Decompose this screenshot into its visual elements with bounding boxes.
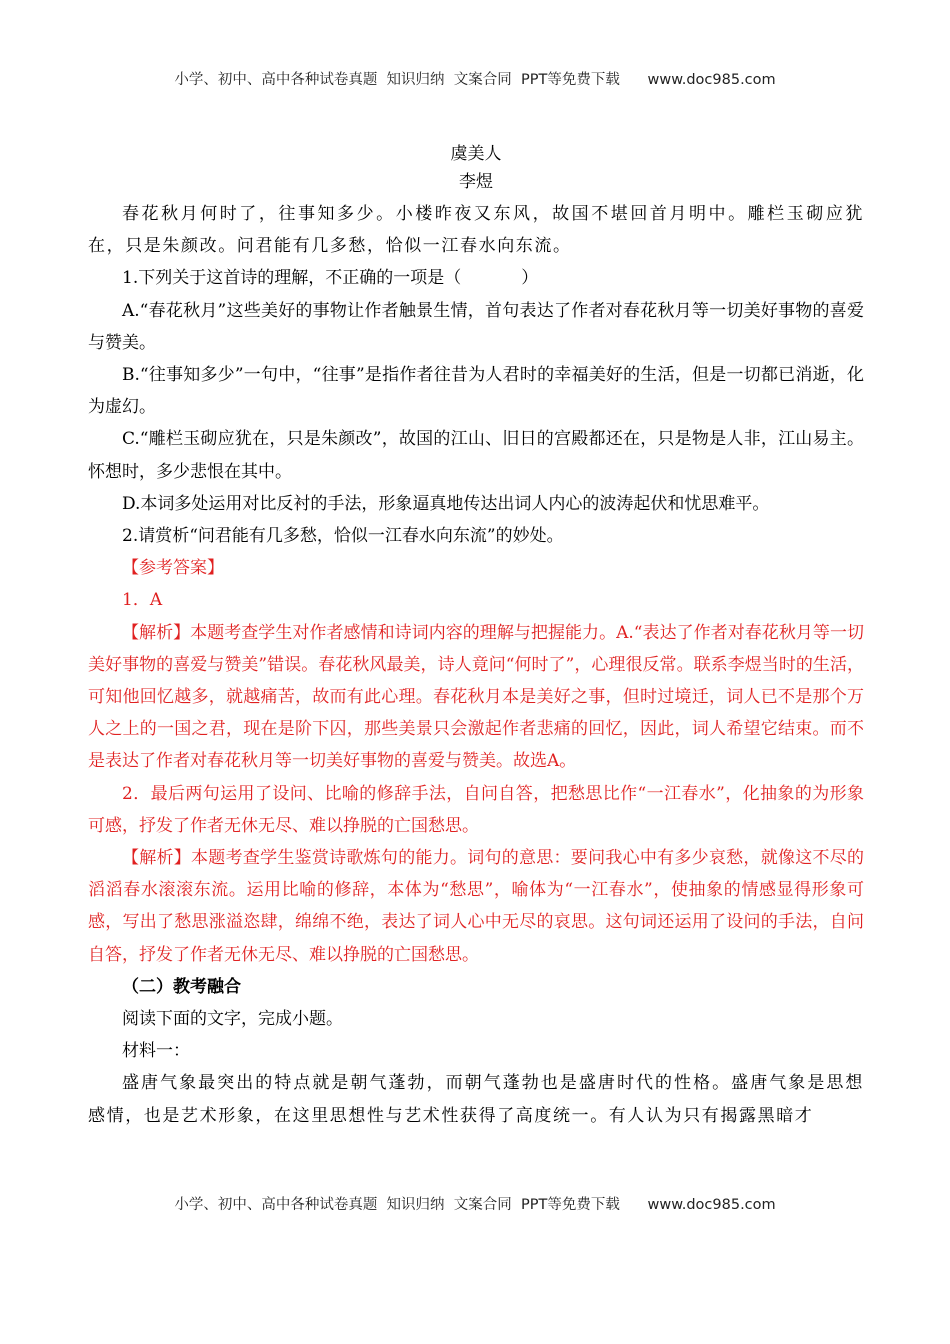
answer-1: 1．A bbox=[122, 590, 163, 611]
analysis-1: 【解析】本题考查学生对作者感情和诗词内容的理解与把握能力。A.“表达了作者对春花秋月等一切美好事物的喜爱与赞美”错误。春花秋风最美，诗人竟问“何时了”，心理很反常。联系李煜当时的生活，可知他回忆越多，就越痛苦，故而有此心理。春花秋月本是美好之事，但时过境迁，词人已不是那个万人之上的一国之君，现在是阶下囚，那些美景只会激起作者悲痛的回忆，因此，词人希望它结束。而不是表达了作者对春花秋月等一切美好事物的喜爱与赞美。故选A。 bbox=[88, 622, 864, 772]
poem-author: 李煜 bbox=[459, 172, 493, 192]
analysis-2: 【解析】本题考查学生鉴赏诗歌炼句的能力。词句的意思：要问我心中有多少哀愁，就像这不尽的滔滔春水滚滚东流。运用比喻的修辞，本体为“愁思”，喻体为“一江春水”，使抽象的情感显得形象可感，写出了愁思涨溢恣肆，绵绵不绝，表达了词人心中无尽的哀思。这句词还运用了设问的手法，自问自答，抒发了作者无休无尽、难以挣脱的亡国愁思。 bbox=[88, 848, 864, 965]
page-header: 小学、初中、高中各种试卷真题 知识归纳 文案合同 PPT等免费下载 www.doc985.com bbox=[174, 72, 776, 88]
option-b: B.“往事知多少”一句中，“往事”是指作者往昔为人君时的幸福美好的生活，但是一切都已消逝，化为虚幻。 bbox=[88, 365, 864, 418]
question-2: 2.请赏析“问君能有几多愁，恰似一江春水向东流”的妙处。 bbox=[122, 526, 564, 547]
material-label: 材料一： bbox=[122, 1041, 190, 1062]
poem-text: 春花秋月何时了，往事知多少。小楼昨夜又东风，故国不堪回首月明中。雕栏玉砌应犹在，只是朱颜改。问君能有几多愁，恰似一江春水向东流。 bbox=[88, 204, 864, 257]
question-1-stem-start: 1.下列关于这首诗的理解，不正确的一项是（ bbox=[122, 268, 462, 289]
question-1-stem-end: ） bbox=[521, 268, 539, 289]
material-text: 盛唐气象最突出的特点就是朝气蓬勃，而朝气蓬勃也是盛唐时代的性格。盛唐气象是思想感情，也是艺术形象，在这里思想性与艺术性获得了高度统一。有人认为只有揭露黑暗才 bbox=[88, 1073, 864, 1126]
section-heading: （二）教考融合 bbox=[122, 976, 241, 997]
answer-heading: 【参考答案】 bbox=[122, 558, 224, 579]
option-d: D.本词多处运用对比反衬的手法，形象逼真地传达出词人内心的波涛起伏和忧思难平。 bbox=[122, 493, 770, 514]
option-c: C.“雕栏玉砌应犹在，只是朱颜改”，故国的江山、旧日的宫殿都还在，只是物是人非，江山易主。怀想时，多少悲恨在其中。 bbox=[88, 429, 864, 482]
question-1-stem bbox=[88, 262, 864, 294]
page-footer: 小学、初中、高中各种试卷真题 知识归纳 文案合同 PPT等免费下载 www.doc985.com bbox=[174, 1197, 776, 1213]
document-body bbox=[88, 140, 864, 1132]
option-a: A.“春花秋月”这些美好的事物让作者触景生情，首句表达了作者对春花秋月等一切美好事物的喜爱与赞美。 bbox=[88, 300, 864, 353]
answer-2: 2．最后两句运用了设问、比喻的修辞手法，自问自答，把愁思比作“一江春水”，化抽象的为形象可感，抒发了作者无休无尽、难以挣脱的亡国愁思。 bbox=[88, 783, 864, 836]
poem-title: 虞美人 bbox=[450, 144, 502, 164]
section-instruction: 阅读下面的文字，完成小题。 bbox=[122, 1009, 343, 1030]
